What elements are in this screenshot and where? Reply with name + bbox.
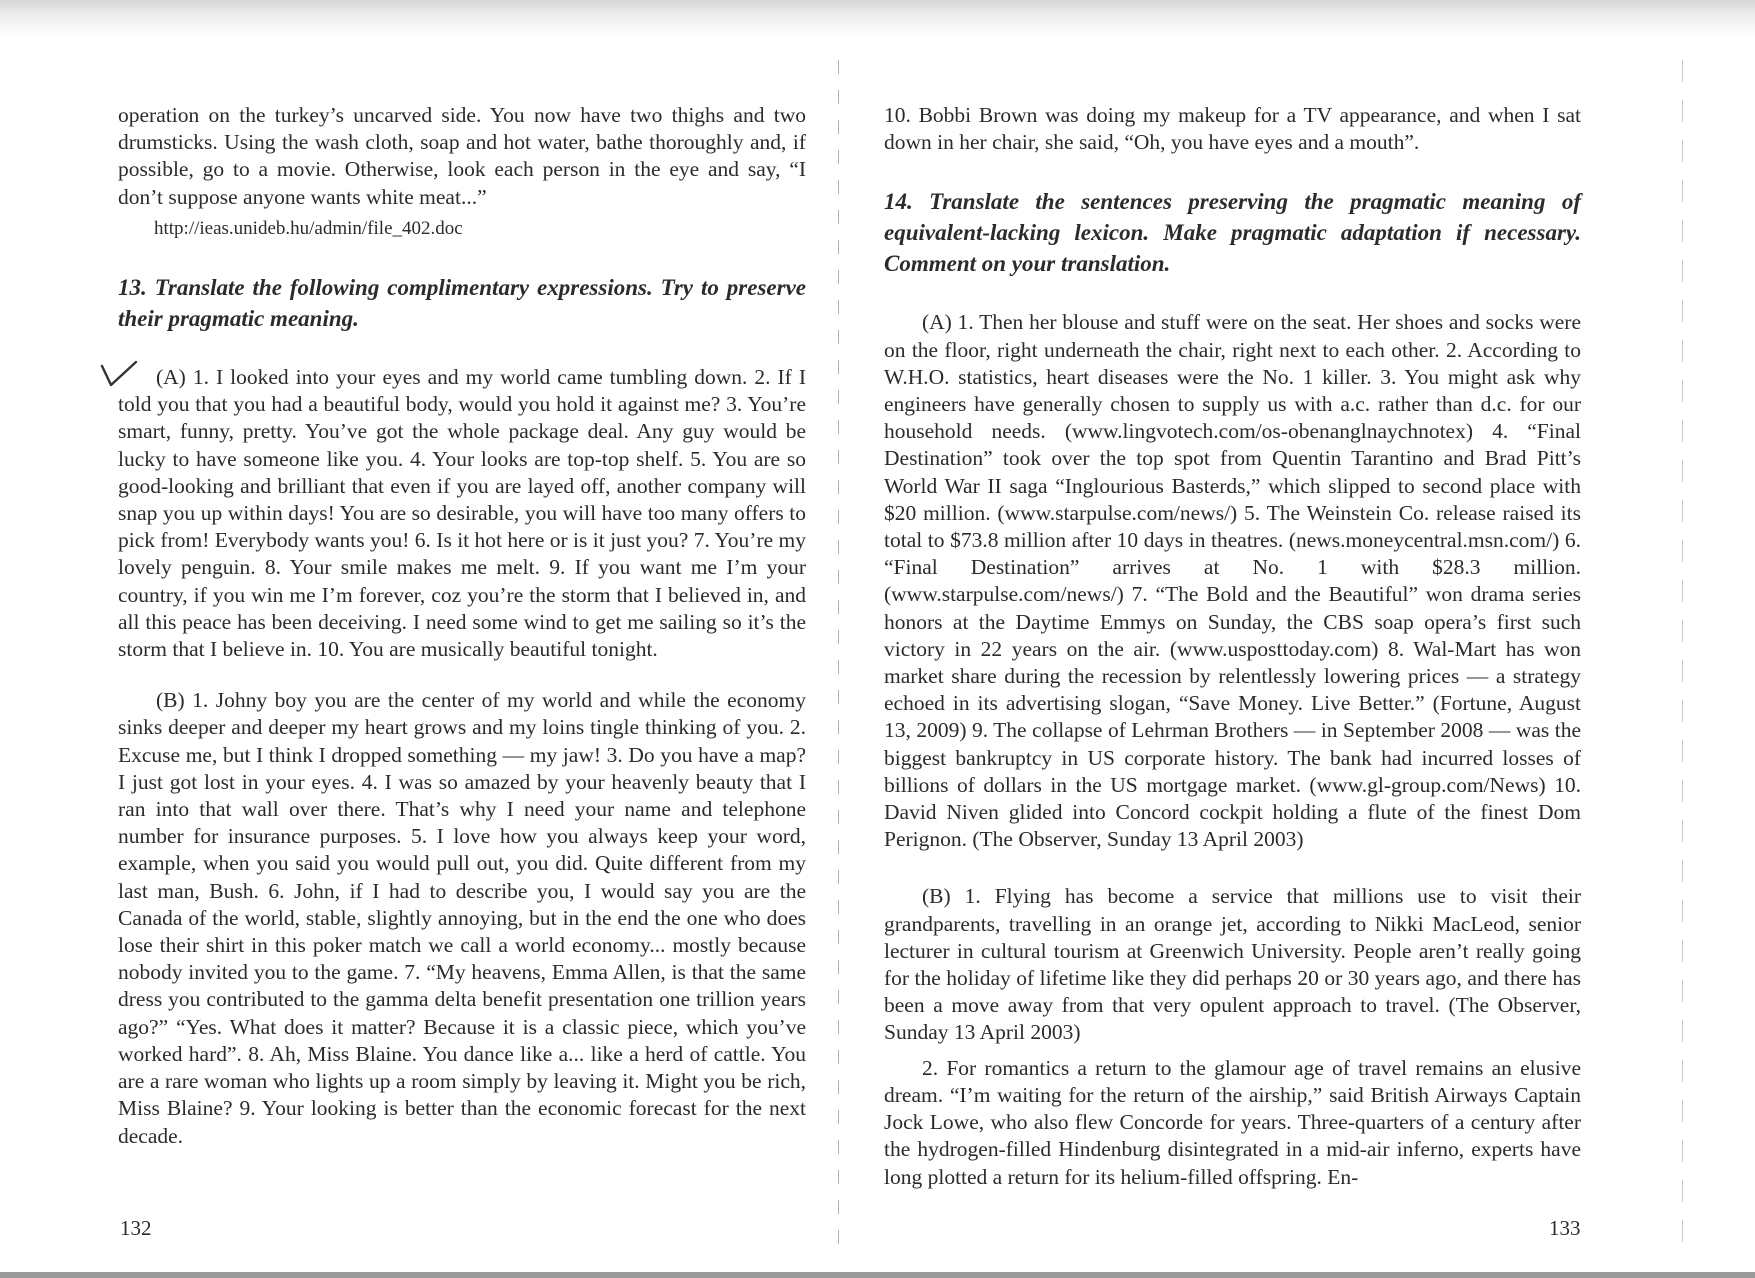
right-page <box>884 102 1581 1191</box>
exercise-13-part-b: (B) 1. Johny boy you are the center of my world and while the economy sinks deeper and deeper my heart grows and my loins tingle thinking of you. 2. Excuse me, but I think I dropped something — my jaw! 3. Do you have a map? I just got lost in your eyes. 4. I was so amazed by your heavenly beauty that I ran into that wall over there. That’s why I need your name and telephone number for insurance purposes. 5. I love how you always keep your word, example, when you said you would pull out, you did. Quite different from my last man, Bush. 6. John, if I had to describe you, I would say you are the Canada of the world, stable, slightly annoying, but in the end the one who does lose their shirt in this poker match we call a world economy... mostly because nobody invited you to the game. 7. “My heavens, Emma Allen, is that the same dress you contributed to the gamma delta benefit presentation one trillion years ago?” “Yes. What does it matter? Because it is a classic piece, which you’ve worked hard”. 8. Ah, Miss Blaine. You dance like a... like a herd of cattle. You are a rare woman who lights up a room simply by leaving it. Might you be rich, Miss Blaine? 9. Your looking is better than the economic forecast for the next decade. <box>118 688 806 1148</box>
source-url: http://ieas.unideb.hu/admin/file_402.doc <box>154 217 463 239</box>
exercise-13-heading: 13. Translate the following complimentary expressions. Try to preserve their pragmatic meaning. <box>118 275 806 332</box>
scan-top-edge <box>0 0 1755 36</box>
exercise-13-part-a: (A) 1. I looked into your eyes and my world came tumbling down. 2. If I told you that you had a beautiful body, would you hold it against me? 3. You’re smart, funny, pretty. You’ve got the whole package deal. Any guy would be lucky to have someone like you. 4. Your looks are top-top shelf. 5. You are so good-looking and brilliant that even if you are layed off, another company will snap you up within days! You are so desirable, you will have too many offers to pick from! Everybody wants you! 6. Is it hot here or is it just you? 7. You’re my lovely penguin. 8. Your smile makes me melt. 9. If you want me I’m your country, if you win me I’m forever, coz you’re the storm that I believed in, and all this peace has been deceiving. I need some wind to get me sailing so it’s the storm that I believe in. 10. You are musically beautiful tonight. <box>118 365 806 662</box>
scan-bottom-edge <box>0 1272 1755 1278</box>
left-intro-paragraph: operation on the turkey’s uncarved side. You now have two thighs and two drumsticks. Using the wash cloth, soap and hot water, bathe thoroughly and, if possible, go to a movie. Otherwise, look each person in the eye and say, “I don’t suppose anyone wants white meat...” <box>118 103 806 209</box>
right-page-number: 133 <box>1549 1216 1581 1240</box>
left-page <box>118 102 806 1150</box>
book-fold-line <box>838 60 839 1260</box>
exercise-14-part-a: (A) 1. Then her blouse and stuff were on the seat. Her shoes and socks were on the floor, right underneath the chair, right next to each other. 2. According to W.H.O. statistics, heart diseases were the No. 1 killer. 3. You might ask why engineers have generally chosen to supply us with a.c. rather than d.c. for our household needs. (www.lingvotech.com/os-obenanglnaychnotex) 4. “Final Destination” took over the top spot from Quentin Tarantino and Brad Pitt’s World War II saga “Inglourious Basterds,” which slipped to second place with $20 million. (www.starpulse.com/news/) 5. The Weinstein Co. release raised its total to $73.8 million after 10 days in theatres. (news.moneycentral.msn.com/) 6. “Final Destination” arrives at No. 1 with $28.3 million. (www.starpulse.com/news/) 7. “The Bold and the Beautiful” won drama series honors at the Daytime Emmys on Sunday, the CBS soap opera’s first such victory in 22 years on the air. (www.usposttoday.com) 8. Wal-Mart has won market share during the recession by relentlessly lowering prices — a strategy echoed in its advertising slogan, “Save Money. Live Better.” (Fortune, August 13, 2009) 9. The collapse of Lehrman Brothers — in September 2008 — was the biggest bankruptcy in US corporate history. The bank had incurred losses of billions of dollars in the US mortgage market. (www.gl-group.com/News) 10. David Niven glided into Concord cockpit holding a flute of the finest Dom Perignon. (The Observer, Sunday 13 April 2003) <box>884 310 1581 852</box>
right-intro-paragraph: 10. Bobbi Brown was doing my makeup for a TV appearance, and when I sat down in her chair, she said, “Oh, you have eyes and a mouth”. <box>884 103 1581 155</box>
exercise-14-part-b-1: (B) 1. Flying has become a service that millions use to visit their grandparents, travelling in an orange jet, according to Nikki MacLeod, senior lecturer in cultural tourism at Greenwich University. People aren’t really going for the holiday of lifetime like they did perhaps 20 or 30 years ago, and there has been a move away from that very opulent approach to travel. (The Observer, Sunday 13 April 2003) <box>884 884 1581 1045</box>
page-edge-line <box>1682 60 1683 1260</box>
exercise-14-heading: 14. Translate the sentences preserving the pragmatic meaning of equivalent-lacking lexicon. Make pragmatic adaptation if necessary. Comment on your translation. <box>884 189 1581 277</box>
exercise-14-part-b-2: 2. For romantics a return to the glamour age of travel remains an elusive dream. “I’m waiting for the return of the airship,” said British Airways Captain Jock Lowe, who also flew Concorde for years. Three-quarters of a century after the hydrogen-filled Hindenburg disintegrated in a mid-air inferno, experts have long plotted a return for its helium-filled offspring. En- <box>884 1055 1581 1189</box>
left-page-number: 132 <box>120 1216 152 1240</box>
